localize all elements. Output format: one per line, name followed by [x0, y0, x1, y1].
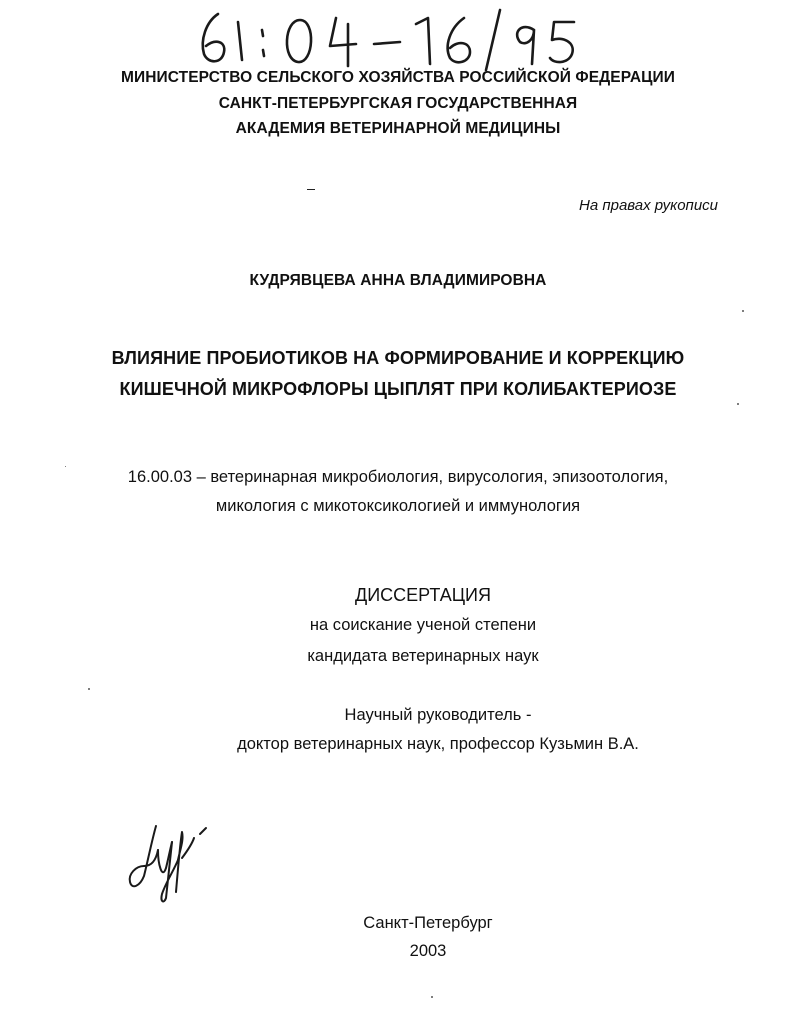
year: 2003	[409, 942, 447, 960]
dissertation-title-line2: КИШЕЧНОЙ МИКРОФЛОРЫ ЦЫПЛЯТ ПРИ КОЛИБАКТЕРИОЗЕ	[119, 379, 677, 399]
supervisor-name: доктор ветеринарных наук, профессор Кузьмин В.А.	[237, 735, 639, 753]
scan-speck	[65, 466, 66, 467]
document-type: ДИССЕРТАЦИЯ	[355, 585, 491, 605]
ministry-name: МИНИСТЕРСТВО СЕЛЬСКОГО ХОЗЯЙСТВА РОССИЙСКОЙ ФЕДЕРАЦИИ	[120, 69, 676, 86]
handwritten-signature	[122, 820, 212, 905]
scan-speck	[88, 688, 90, 690]
dissertation-title-line1: ВЛИЯНИЕ ПРОБИОТИКОВ НА ФОРМИРОВАНИЕ И КОРРЕКЦИЮ	[111, 348, 685, 368]
manuscript-rights-note: На правах рукописи	[579, 197, 718, 214]
degree-line2: кандидата ветеринарных наук	[307, 647, 539, 665]
author-name: КУДРЯВЦЕВА АННА ВЛАДИМИРОВНА	[249, 272, 547, 289]
university-name-line1: САНКТ-ПЕТЕРБУРГСКАЯ ГОСУДАРСТВЕННАЯ	[218, 95, 578, 112]
supervisor-label: Научный руководитель -	[344, 706, 532, 724]
scan-speck	[737, 403, 739, 405]
city: Санкт-Петербург	[363, 914, 493, 932]
specialty-code-line2: микология с микотоксикологией и иммунология	[215, 497, 581, 515]
specialty-code-line1: 16.00.03 – ветеринарная микробиология, вирусология, эпизоотология,	[127, 468, 669, 486]
handwritten-archive-number	[188, 2, 588, 72]
university-name-line2: АКАДЕМИЯ ВЕТЕРИНАРНОЙ МЕДИЦИНЫ	[235, 120, 561, 137]
stray-dash	[307, 189, 315, 190]
degree-line1: на соискание ученой степени	[309, 616, 537, 634]
scan-speck	[431, 996, 433, 998]
scan-speck	[742, 310, 744, 312]
